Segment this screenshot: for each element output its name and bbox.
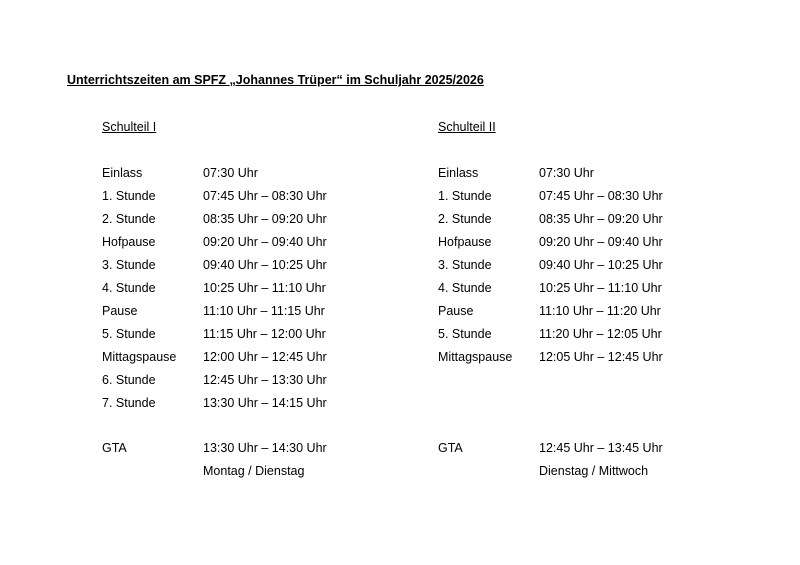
row-label: 1. Stunde [438,189,492,203]
row-label: Pause [102,304,138,318]
row-time: 10:25 Uhr – 11:10 Uhr [203,281,326,295]
row-label: 2. Stunde [102,212,156,226]
row-label: 2. Stunde [438,212,492,226]
gta-label: GTA [102,441,127,455]
row-time: 09:40 Uhr – 10:25 Uhr [539,258,663,272]
row-time: 08:35 Uhr – 09:20 Uhr [539,212,663,226]
gta-days: Montag / Dienstag [203,464,305,478]
row-label: 6. Stunde [102,373,156,387]
row-time: 12:45 Uhr – 13:30 Uhr [203,373,327,387]
gta-label: GTA [438,441,463,455]
row-time: 08:35 Uhr – 09:20 Uhr [203,212,327,226]
row-label: 4. Stunde [438,281,492,295]
row-label: 7. Stunde [102,396,156,410]
document-title: Unterrichtszeiten am SPFZ „Johannes Trüper“ im Schuljahr 2025/2026 [67,73,484,87]
row-label: Hofpause [102,235,156,249]
row-label: 5. Stunde [102,327,156,341]
row-label: 5. Stunde [438,327,492,341]
row-label: 3. Stunde [102,258,156,272]
row-time: 07:30 Uhr [539,166,594,180]
row-time: 11:10 Uhr – 11:20 Uhr [539,304,661,318]
row-time: 07:45 Uhr – 08:30 Uhr [203,189,327,203]
row-time: 12:05 Uhr – 12:45 Uhr [539,350,663,364]
row-label: Mittagspause [102,350,177,364]
row-label: Einlass [438,166,479,180]
row-label: 4. Stunde [102,281,156,295]
schulteil-1-section [102,118,327,478]
row-time: 09:20 Uhr – 09:40 Uhr [203,235,327,249]
row-label: Einlass [102,166,143,180]
row-label: Hofpause [438,235,492,249]
row-label: Mittagspause [438,350,513,364]
row-label: Pause [438,304,474,318]
schulteil-2-section [438,118,663,478]
row-label: 3. Stunde [438,258,492,272]
row-time: 11:15 Uhr – 12:00 Uhr [203,327,326,341]
row-time: 13:30 Uhr – 14:15 Uhr [203,396,327,410]
row-label: 1. Stunde [102,189,156,203]
row-time: 09:20 Uhr – 09:40 Uhr [539,235,663,249]
schulteil-1-heading: Schulteil I [102,120,157,134]
row-time: 07:45 Uhr – 08:30 Uhr [539,189,663,203]
row-time: 11:20 Uhr – 12:05 Uhr [539,327,662,341]
gta-time: 12:45 Uhr – 13:45 Uhr [539,441,663,455]
row-time: 07:30 Uhr [203,166,258,180]
schulteil-2-heading: Schulteil II [438,120,496,134]
row-time: 10:25 Uhr – 11:10 Uhr [539,281,662,295]
row-time: 12:00 Uhr – 12:45 Uhr [203,350,327,364]
row-time: 09:40 Uhr – 10:25 Uhr [203,258,327,272]
gta-time: 13:30 Uhr – 14:30 Uhr [203,441,327,455]
row-time: 11:10 Uhr – 11:15 Uhr [203,304,325,318]
gta-days: Dienstag / Mittwoch [539,464,649,478]
